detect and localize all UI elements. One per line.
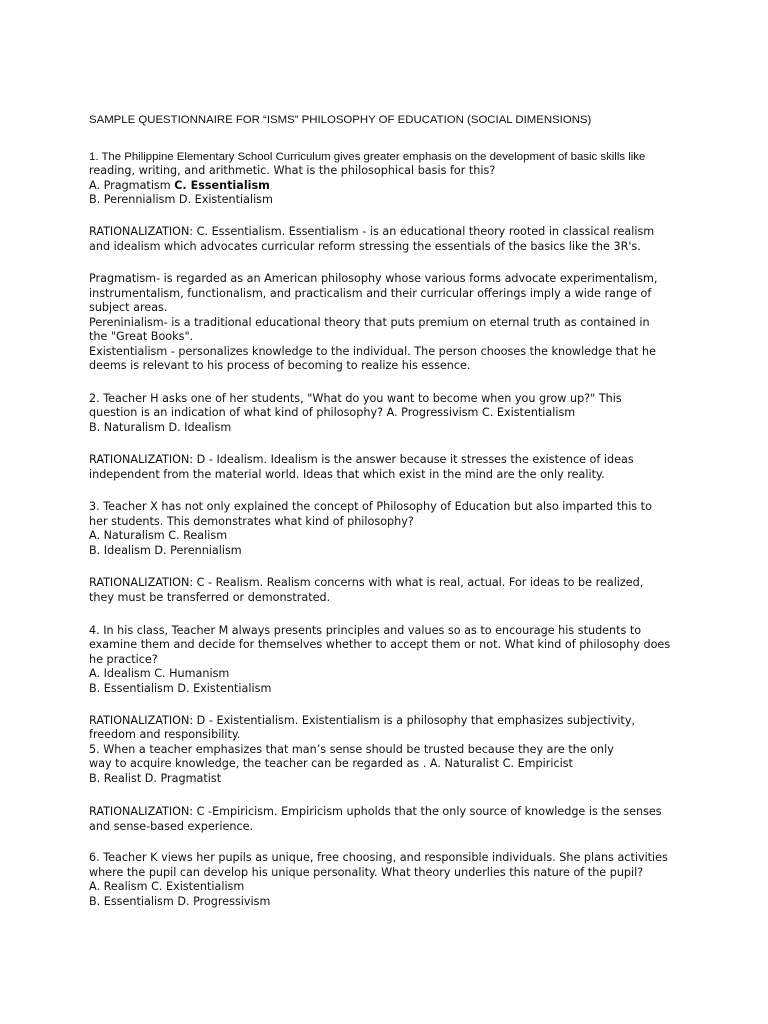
question-5-line-2: way to acquire knowledge, the teacher can be regarded as . A. Naturalist C. Empiricist — [89, 757, 573, 770]
rationalization-1-line-1: RATIONALIZATION: C. Essentialism. Essentialism - is an educational theory rooted in classical realism — [89, 225, 655, 238]
question-1-line-1: 1. The Philippine Elementary School Curriculum gives greater emphasis on the development of basic skills like — [89, 151, 646, 163]
question-3-line-4: B. Idealism D. Perennialism — [89, 544, 242, 557]
document-title: SAMPLE QUESTIONNAIRE FOR “ISMS” PHILOSOPHY OF EDUCATION (SOCIAL DIMENSIONS) — [89, 114, 592, 126]
notes-line-4: Pereninialism- is a traditional educational theory that puts premium on eternal truth as contained in — [89, 316, 650, 329]
notes-line-2: instrumentalism, functionalism, and practicalism and their curricular offerings imply a wide range of — [89, 287, 652, 300]
notes-line-5: the "Great Books". — [89, 330, 194, 343]
question-4-line-1: 4. In his class, Teacher M always presents principles and values so as to encourage his students to — [89, 624, 642, 637]
rationalization-2-line-1: RATIONALIZATION: D - Idealism. Idealism is the answer because it stresses the existence of ideas — [89, 453, 634, 466]
notes-line-3: subject areas. — [89, 301, 168, 314]
question-2-line-1: 2. Teacher H asks one of her students, "What do you want to become when you grow up?" This — [89, 392, 622, 405]
question-3-line-3: A. Naturalism C. Realism — [89, 529, 228, 542]
rationalization-2-line-2: independent from the material world. Ideas that which exist in the mind are the only reality. — [89, 468, 605, 481]
question-4-line-2: examine them and decide for themselves whether to accept them or not. What kind of philosophy does — [89, 638, 671, 651]
question-1-options-b: B. Perennialism D. Existentialism — [89, 193, 273, 206]
rationalization-1-line-2: and idealism which advocates curricular reform stressing the essentials of the basics like the 3R's. — [89, 240, 641, 253]
question-6-line-3: A. Realism C. Existentialism — [89, 880, 245, 893]
rationalization-3-line-2: they must be transferred or demonstrated. — [89, 591, 331, 604]
question-4-line-4: A. Idealism C. Humanism — [89, 667, 230, 680]
notes-line-6: Existentialism - personalizes knowledge to the individual. The person chooses the knowledge that he — [89, 345, 656, 358]
question-2-line-3: B. Naturalism D. Idealism — [89, 421, 232, 434]
rationalization-5-line-1: RATIONALIZATION: C -Empiricism. Empiricism upholds that the only source of knowledge is the senses — [89, 805, 662, 818]
question-3-line-1: 3. Teacher X has not only explained the concept of Philosophy of Education but also imparted this to — [89, 500, 652, 513]
question-6-line-1: 6. Teacher K views her pupils as unique, free choosing, and responsible individuals. She plans activities — [89, 851, 668, 864]
question-6-line-4: B. Essentialism D. Progressivism — [89, 895, 271, 908]
question-5-line-3: B. Realist D. Pragmatist — [89, 772, 222, 785]
question-6-line-2: where the pupil can develop his unique personality. What theory underlies this nature of the pupil? — [89, 866, 644, 879]
notes-line-1: Pragmatism- is regarded as an American philosophy whose various forms advocate experimentalism, — [89, 272, 658, 285]
question-4-line-5: B. Essentialism D. Existentialism — [89, 682, 272, 695]
rationalization-3-line-1: RATIONALIZATION: C - Realism. Realism concerns with what is real, actual. For ideas to be realized, — [89, 576, 644, 589]
question-3-line-2: her students. This demonstrates what kind of philosophy? — [89, 515, 414, 528]
rationalization-4-line-2: freedom and responsibility. — [89, 728, 241, 741]
notes-line-7: deems is relevant to his process of becoming to realize his essence. — [89, 359, 471, 372]
option-a-text: A. Pragmatism — [89, 179, 175, 192]
rationalization-4-line-1: RATIONALIZATION: D - Existentialism. Existentialism is a philosophy that emphasizes subjectivity, — [89, 714, 635, 727]
question-4-line-3: he practice? — [89, 653, 158, 666]
question-1-line-2: reading, writing, and arithmetic. What is the philosophical basis for this? — [89, 164, 496, 177]
question-2-line-2: question is an indication of what kind of philosophy? A. Progressivism C. Existentialism — [89, 406, 576, 419]
question-1-options-a — [89, 179, 270, 194]
correct-answer: C. Essentialism — [174, 179, 270, 192]
rationalization-5-line-2: and sense-based experience. — [89, 820, 254, 833]
question-5-line-1: 5. When a teacher emphasizes that man’s sense should be trusted because they are the only — [89, 743, 614, 756]
